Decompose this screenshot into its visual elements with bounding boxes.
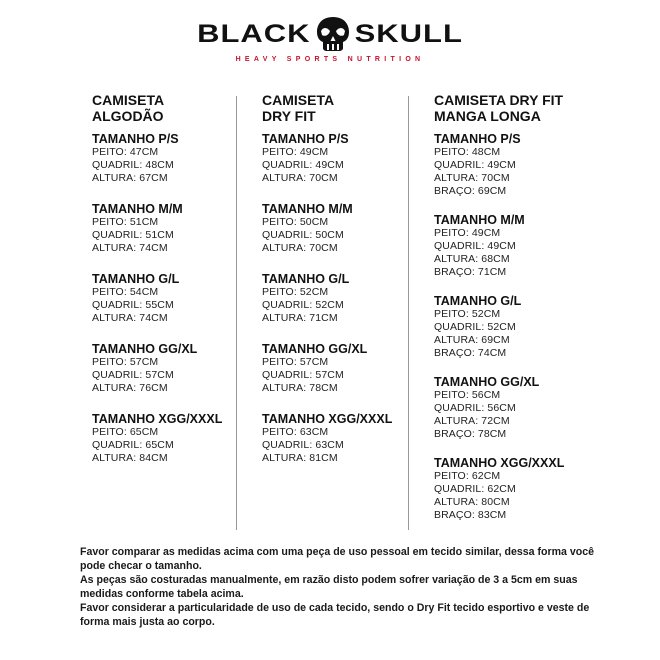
size-group xyxy=(262,202,392,255)
measurement: QUADRIL: 57CM xyxy=(92,369,174,381)
measurement: PEITO: 63CM xyxy=(262,426,329,438)
measurement: ALTURA: 67CM xyxy=(92,172,168,184)
note-paragraph: As peças são costuradas manualmente, em razão disto podem sofrer variação de 3 a 5cm em suas medidas conforme tabela acima. xyxy=(80,574,578,600)
measurement: QUADRIL: 52CM xyxy=(434,321,516,333)
measurement: QUADRIL: 65CM xyxy=(92,439,174,451)
measurement: QUADRIL: 62CM xyxy=(434,483,516,495)
measurement: QUADRIL: 50CM xyxy=(262,229,344,241)
size-title: TAMANHO P/S xyxy=(262,132,349,146)
size-title: TAMANHO GG/XL xyxy=(262,342,368,356)
size-group xyxy=(262,272,392,325)
measurement: BRAÇO: 69CM xyxy=(434,185,507,197)
measurement: PEITO: 65CM xyxy=(92,426,159,438)
size-group xyxy=(92,132,222,185)
measurement: BRAÇO: 74CM xyxy=(434,347,507,359)
size-title: TAMANHO M/M xyxy=(262,202,353,216)
measurement: ALTURA: 69CM xyxy=(434,334,510,346)
size-group xyxy=(262,342,392,395)
size-notes xyxy=(80,545,600,629)
logo-wordmark xyxy=(197,14,463,54)
size-group xyxy=(434,294,564,360)
measurement: PEITO: 47CM xyxy=(92,146,159,158)
column-camiseta-dry-fit xyxy=(262,86,392,482)
measurement: PEITO: 57CM xyxy=(262,356,329,368)
column-title-line: MANGA LONGA xyxy=(434,108,541,124)
size-title: TAMANHO G/L xyxy=(434,294,522,308)
measurement: PEITO: 62CM xyxy=(434,470,501,482)
measurement: ALTURA: 74CM xyxy=(92,242,168,254)
measurement: PEITO: 50CM xyxy=(262,216,329,228)
measurement: QUADRIL: 49CM xyxy=(434,240,516,252)
measurement: QUADRIL: 55CM xyxy=(92,299,174,311)
measurement: QUADRIL: 57CM xyxy=(262,369,344,381)
size-group xyxy=(92,272,222,325)
measurement: ALTURA: 72CM xyxy=(434,415,510,427)
size-group xyxy=(92,412,222,465)
measurement: ALTURA: 74CM xyxy=(92,312,168,324)
size-columns xyxy=(78,86,598,530)
brand-tagline: HEAVY SPORTS NUTRITION xyxy=(235,56,425,63)
size-group xyxy=(262,132,392,185)
measurement: QUADRIL: 63CM xyxy=(262,439,344,451)
column-divider xyxy=(236,96,237,530)
size-title: TAMANHO P/S xyxy=(434,132,521,146)
size-title: TAMANHO G/L xyxy=(92,272,180,286)
measurement: ALTURA: 68CM xyxy=(434,253,510,265)
measurement: PEITO: 51CM xyxy=(92,216,159,228)
size-title: TAMANHO M/M xyxy=(434,213,525,227)
column-title-line: CAMISETA xyxy=(262,92,335,108)
column-title xyxy=(262,92,392,132)
brand-logo xyxy=(0,14,660,63)
size-group xyxy=(434,132,564,198)
measurement: QUADRIL: 52CM xyxy=(262,299,344,311)
measurement: QUADRIL: 48CM xyxy=(92,159,174,171)
measurement: PEITO: 48CM xyxy=(434,146,501,158)
measurement: QUADRIL: 56CM xyxy=(434,402,516,414)
size-title: TAMANHO M/M xyxy=(92,202,183,216)
size-title: TAMANHO GG/XL xyxy=(92,342,198,356)
size-group xyxy=(434,375,564,441)
measurement: BRAÇO: 78CM xyxy=(434,428,507,440)
column-title-line: CAMISETA DRY FIT xyxy=(434,92,564,108)
measurement: QUADRIL: 49CM xyxy=(262,159,344,171)
size-title: TAMANHO P/S xyxy=(92,132,179,146)
size-group xyxy=(92,342,222,395)
note-paragraph: Favor comparar as medidas acima com uma peça de uso pessoal em tecido similar, dessa forma você pode checar o tamanho. xyxy=(80,546,595,572)
measurement: PEITO: 57CM xyxy=(92,356,159,368)
measurement: QUADRIL: 49CM xyxy=(434,159,516,171)
brand-name-right: SKULL xyxy=(354,19,463,48)
measurement: PEITO: 56CM xyxy=(434,389,501,401)
column-divider xyxy=(408,96,409,530)
measurement: ALTURA: 70CM xyxy=(434,172,510,184)
measurement: BRAÇO: 71CM xyxy=(434,266,507,278)
column-title xyxy=(92,92,222,132)
measurement: ALTURA: 84CM xyxy=(92,452,168,464)
size-group xyxy=(434,213,564,279)
column-title-line: ALGODÃO xyxy=(92,108,164,124)
size-title: TAMANHO XGG/XXXL xyxy=(92,412,223,426)
measurement: ALTURA: 80CM xyxy=(434,496,510,508)
size-title: TAMANHO XGG/XXXL xyxy=(262,412,393,426)
measurement: ALTURA: 71CM xyxy=(262,312,338,324)
measurement: ALTURA: 70CM xyxy=(262,242,338,254)
measurement: ALTURA: 81CM xyxy=(262,452,338,464)
column-camiseta-algodao xyxy=(92,86,222,482)
note-paragraph: Favor considerar a particularidade de uso de cada tecido, sendo o Dry Fit tecido esportivo e veste de forma mais justa ao corpo. xyxy=(80,602,590,628)
skull-icon xyxy=(313,14,353,54)
column-title xyxy=(434,92,564,132)
size-title: TAMANHO GG/XL xyxy=(434,375,540,389)
measurement: PEITO: 54CM xyxy=(92,286,159,298)
size-title: TAMANHO XGG/XXXL xyxy=(434,456,565,470)
measurement: PEITO: 52CM xyxy=(262,286,329,298)
measurement: QUADRIL: 51CM xyxy=(92,229,174,241)
column-title-line: CAMISETA xyxy=(92,92,165,108)
size-group xyxy=(434,456,564,522)
measurement: PEITO: 49CM xyxy=(262,146,329,158)
brand-name-left: BLACK xyxy=(197,19,311,48)
column-camiseta-dry-fit-manga-longa xyxy=(434,86,564,537)
measurement: PEITO: 49CM xyxy=(434,227,501,239)
size-title: TAMANHO G/L xyxy=(262,272,350,286)
measurement: ALTURA: 76CM xyxy=(92,382,168,394)
measurement: ALTURA: 70CM xyxy=(262,172,338,184)
column-title-line: DRY FIT xyxy=(262,108,316,124)
size-group xyxy=(92,202,222,255)
measurement: PEITO: 52CM xyxy=(434,308,501,320)
measurement: BRAÇO: 83CM xyxy=(434,509,507,521)
measurement: ALTURA: 78CM xyxy=(262,382,338,394)
size-group xyxy=(262,412,392,465)
